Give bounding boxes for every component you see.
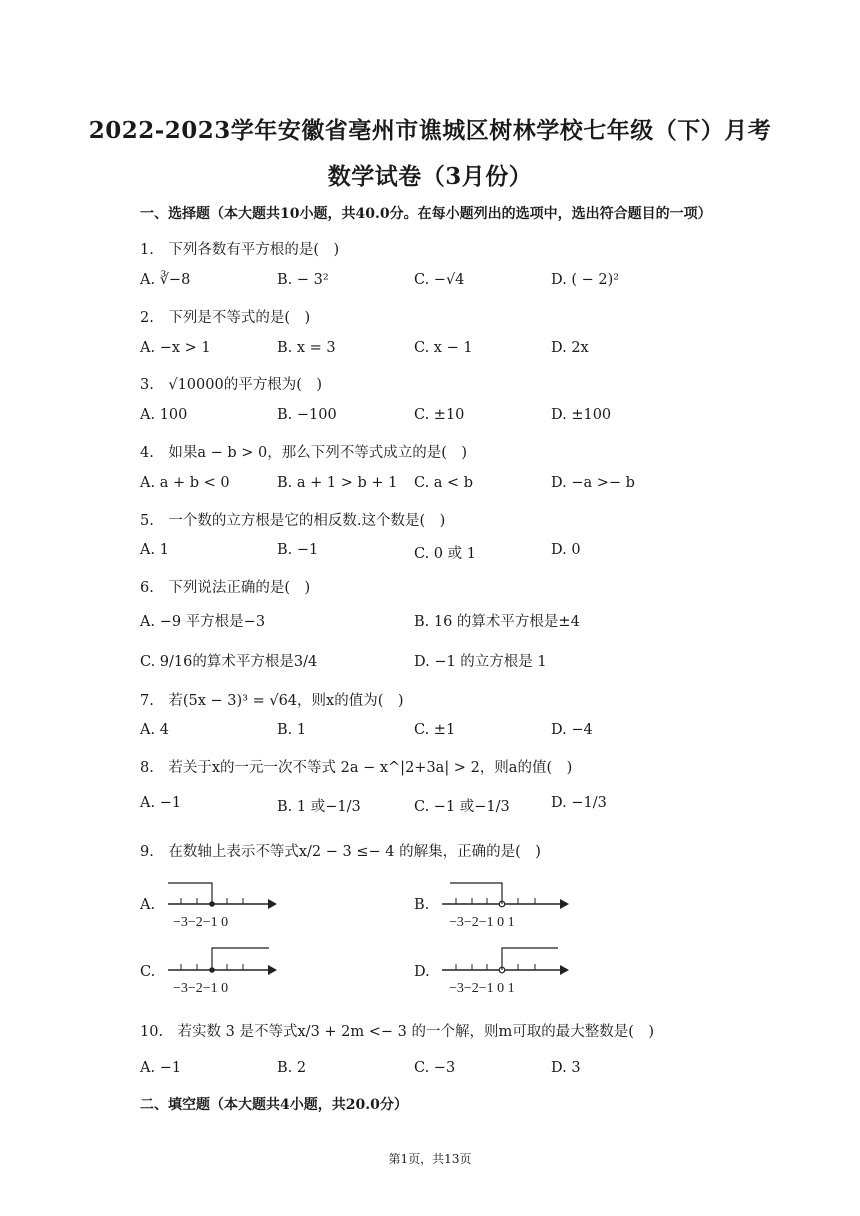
q1-option-a: A. ∛−8 bbox=[140, 272, 191, 288]
question-7: 7. 若(5x − 3)³ = √64，则x的值为( ) bbox=[140, 693, 404, 709]
q10-option-a: A. −1 bbox=[140, 1060, 182, 1076]
q6-option-c: C. 9/16的算术平方根是3/4 bbox=[140, 654, 318, 670]
q2-option-b: B. x = 3 bbox=[277, 340, 336, 356]
q9-option-b-ticks: −3−2−1 0 1 bbox=[449, 915, 515, 930]
q9-option-d-label: D. bbox=[414, 964, 430, 980]
q2-option-c: C. x − 1 bbox=[414, 340, 473, 356]
q2-option-d: D. 2x bbox=[551, 340, 589, 356]
question-4: 4. 如果a − b > 0，那么下列不等式成立的是( ) bbox=[140, 445, 468, 461]
exam-title-line2: 数学试卷（3月份） bbox=[327, 163, 533, 190]
q10-option-b: B. 2 bbox=[277, 1060, 307, 1076]
q4-option-d: D. −a >− b bbox=[551, 475, 635, 491]
q4-option-a: A. a + b < 0 bbox=[140, 475, 230, 491]
exam-title-line1: 2022-2023学年安徽省亳州市谯城区树林学校七年级（下）月考 bbox=[88, 117, 772, 144]
question-5: 5. 一个数的立方根是它的相反数.这个数是( ) bbox=[140, 513, 446, 529]
q7-option-d: D. −4 bbox=[551, 722, 593, 738]
question-2: 2. 下列是不等式的是( ) bbox=[140, 310, 311, 326]
q2-option-a: A. −x > 1 bbox=[140, 340, 211, 356]
q6-option-d: D. −1 的立方根是 1 bbox=[414, 654, 547, 670]
q1-option-d: D. ( − 2)² bbox=[551, 272, 620, 288]
q7-option-b: B. 1 bbox=[277, 722, 307, 738]
q9-option-c-ticks: −3−2−1 0 bbox=[173, 981, 229, 996]
q4-option-b: B. a + 1 > b + 1 bbox=[277, 475, 398, 491]
q3-option-d: D. ±100 bbox=[551, 407, 612, 423]
q5-option-c: C. 0 或 1 bbox=[414, 546, 476, 562]
q1-option-c: C. −√4 bbox=[414, 272, 465, 288]
q9-option-a-label: A. bbox=[140, 897, 156, 913]
q1-option-b: B. − 3² bbox=[277, 272, 329, 288]
q9-option-d-ticks: −3−2−1 0 1 bbox=[449, 981, 515, 996]
q3-option-b: B. −100 bbox=[277, 407, 337, 423]
q9-option-b-numberline bbox=[440, 878, 575, 936]
q9-option-a-ticks: −3−2−1 0 bbox=[173, 915, 229, 930]
q3-option-a: A. 100 bbox=[140, 407, 188, 423]
q9-option-a-numberline bbox=[165, 878, 285, 936]
section-fill-header: 二、填空题（本大题共4小题，共20.0分） bbox=[140, 1097, 408, 1113]
q7-option-a: A. 4 bbox=[140, 722, 169, 738]
q9-option-c-label: C. bbox=[140, 964, 156, 980]
q5-option-b: B. −1 bbox=[277, 542, 319, 558]
q10-option-d: D. 3 bbox=[551, 1060, 581, 1076]
q7-option-c: C. ±1 bbox=[414, 722, 456, 738]
q6-option-a: A. −9 平方根是−3 bbox=[140, 614, 266, 630]
question-6: 6. 下列说法正确的是( ) bbox=[140, 580, 311, 596]
q9-option-b-label: B. bbox=[414, 897, 430, 913]
question-10: 10. 若实数 3 是不等式x/3 + 2m <− 3 的一个解，则m可取的最大整数是( ) bbox=[140, 1024, 655, 1040]
q8-option-b: B. 1 或−1/3 bbox=[277, 799, 361, 815]
section-choice-header: 一、选择题（本大题共10小题，共40.0分。在每小题列出的选项中，选出符合题目的一项） bbox=[140, 206, 712, 222]
question-9: 9. 在数轴上表示不等式x/2 − 3 ≤− 4 的解集，正确的是( ) bbox=[140, 844, 541, 860]
q8-option-a: A. −1 bbox=[140, 795, 182, 811]
q10-option-c: C. −3 bbox=[414, 1060, 456, 1076]
q4-option-c: C. a < b bbox=[414, 475, 474, 491]
question-1: 1. 下列各数有平方根的是( ) bbox=[140, 242, 340, 258]
question-3: 3. √10000的平方根为( ) bbox=[140, 377, 323, 393]
q9-option-d-numberline bbox=[440, 944, 575, 1002]
q8-option-c: C. −1 或−1/3 bbox=[414, 799, 510, 815]
q9-option-c-numberline bbox=[165, 944, 285, 1002]
q8-option-d: D. −1/3 bbox=[551, 795, 607, 811]
q5-option-a: A. 1 bbox=[140, 542, 169, 558]
q5-option-d: D. 0 bbox=[551, 542, 581, 558]
page-footer: 第1页，共13页 bbox=[388, 1152, 472, 1166]
question-8: 8. 若关于x的一元一次不等式 2a − x^|2+3a| > 2，则a的值( ) bbox=[140, 760, 573, 776]
q6-option-b: B. 16 的算术平方根是±4 bbox=[414, 614, 580, 630]
q3-option-c: C. ±10 bbox=[414, 407, 465, 423]
